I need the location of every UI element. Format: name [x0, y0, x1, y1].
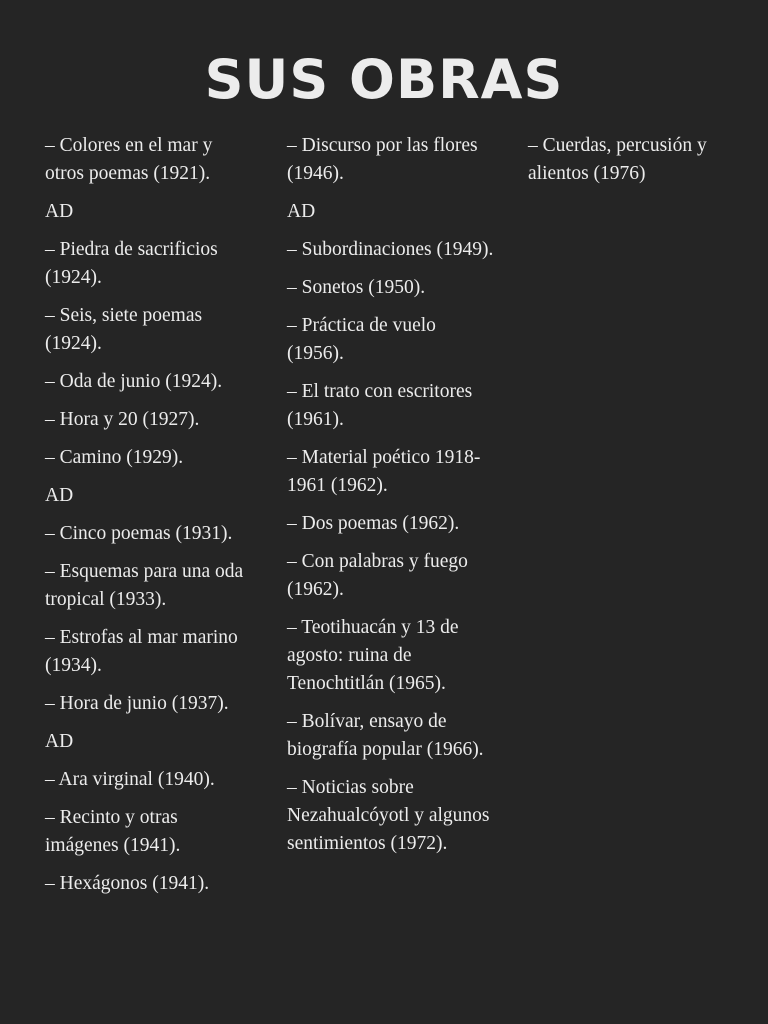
work-entry: – Camino (1929). [45, 447, 184, 468]
work-entry: – Noticias sobre Nezahualcóyotl y algunos sentimientos (1972). [287, 777, 490, 854]
work-entry: – Bolívar, ensayo de biografía popular (1966). [287, 711, 484, 760]
work-entry: – Sonetos (1950). [287, 277, 426, 298]
work-entry: – Discurso por las flores (1946). [287, 135, 478, 184]
work-entry: – Práctica de vuelo (1956). [287, 315, 436, 364]
work-entry: – Esquemas para una oda tropical (1933). [45, 561, 244, 610]
period-label: AD [45, 485, 74, 506]
work-entry: – Estrofas al mar marino (1934). [45, 627, 238, 676]
work-entry: – Colores en el mar y otros poemas (1921). [45, 135, 213, 184]
work-entry: – Piedra de sacrificios (1924). [45, 239, 218, 288]
works-column-1 [45, 132, 255, 908]
work-entry: – Con palabras y fuego (1962). [287, 551, 468, 600]
slide-title: SUS OBRAS [204, 48, 564, 111]
work-entry: – Subordinaciones (1949). [287, 239, 494, 260]
period-label: AD [287, 201, 316, 222]
work-entry: – Teotihuacán y 13 de agosto: ruina de Tenochtitlán (1965). [287, 617, 459, 694]
work-entry: – Cinco poemas (1931). [45, 523, 233, 544]
work-entry: – Cuerdas, percusión y alientos (1976) [528, 135, 707, 184]
work-entry: – Hexágonos (1941). [45, 873, 210, 894]
work-entry: – Hora y 20 (1927). [45, 409, 200, 430]
work-entry: – Oda de junio (1924). [45, 371, 223, 392]
work-entry: – Seis, siete poemas (1924). [45, 305, 203, 354]
work-entry: – Material poético 1918-1961 (1962). [287, 447, 481, 496]
work-entry: – El trato con escritores (1961). [287, 381, 473, 430]
work-entry: – Hora de junio (1937). [45, 693, 229, 714]
work-entry: – Dos poemas (1962). [287, 513, 460, 534]
works-column-3 [528, 132, 743, 198]
work-entry: – Ara virginal (1940). [45, 769, 215, 790]
period-label: AD [45, 731, 74, 752]
work-entry: – Recinto y otras imágenes (1941). [45, 807, 181, 856]
period-label: AD [45, 201, 74, 222]
works-column-2 [287, 132, 497, 868]
